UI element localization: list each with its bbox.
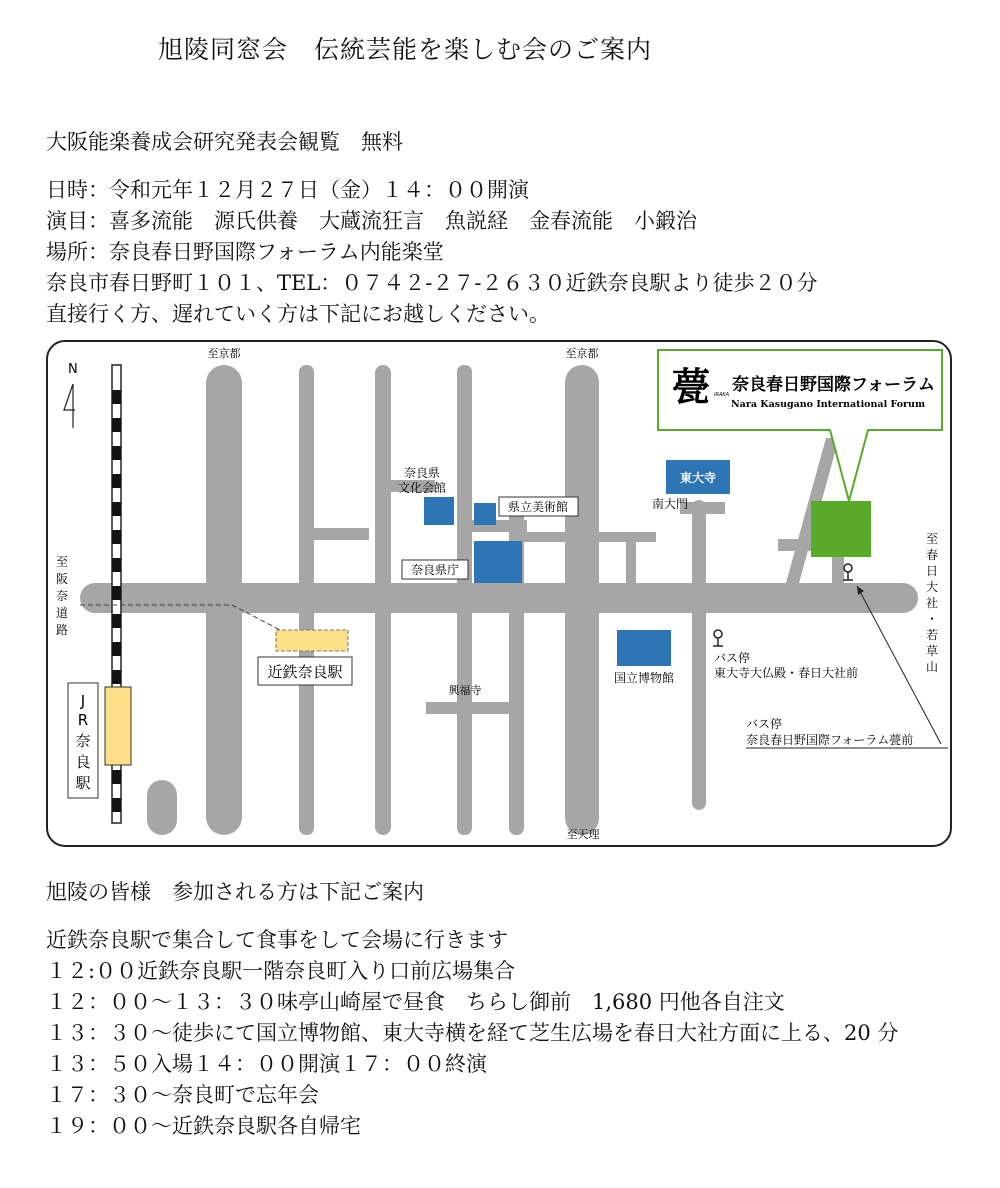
bus-stop-1-label-a: バス停 [714,651,751,665]
kintetsu-label: 近鉄奈良駅 [267,663,343,681]
to-kasuga-label: 至春日大社・若草山 [925,532,939,674]
forum-logo-en: Nara Kasugano International Forum [731,399,926,410]
jr-station-platform [105,687,131,765]
event-program: 演目：喜多流能 源氏供養 大蔵流狂言 魚説経 金春流能 小鍛治 [46,209,697,233]
to-tenri-label: 至天理 [566,828,600,841]
pref-office-building [474,541,522,583]
todaiji-label: 東大寺 [679,471,717,485]
art-museum-building [474,503,496,525]
event-note: 直接行く方、遅れていく方は下記にお越しください。 [46,302,550,326]
to-kyoto-label-2: 至京都 [565,347,599,360]
national-museum-label: 国立博物館 [613,671,675,685]
members-line-7: １９：００～近鉄奈良駅各自帰宅 [46,1114,361,1138]
bus-stop-2-label-a: バス停 [746,717,783,731]
event-datetime: 日時：令和元年１２月２７日（金）１４：００開演 [46,178,529,202]
bus-stop-2-label-b: 奈良春日野国際フォーラム甍前 [746,733,914,747]
event-address: 奈良市春日野町１０１、TEL：０７４２‐２７‐２６３０近鉄奈良駅より徒歩２０分 [46,271,818,295]
members-line-3: １２：００～１３：３０味亭山崎屋で昼食 ちらし御前 1,680 円他各自注文 [46,990,785,1014]
jr-label: J R 奈良駅 [75,692,91,792]
bus-stop-1-label-b: 東大寺大仏殿・春日大社前 [714,666,859,680]
forum-building [811,501,871,557]
forum-logo-small: IRAKA [714,392,730,398]
to-kyoto-label-1: 至京都 [207,347,241,360]
access-map [46,340,952,848]
kintetsu-station-platform [276,630,348,651]
members-line-5: １３：５０入場１４：００開演１７：００終演 [46,1052,487,1076]
nandaimon-label: 南大門 [651,497,689,511]
culture-hall-building [424,497,454,525]
to-hanna-road-label: 至阪奈道路 [55,555,69,637]
pref-office-label: 奈良県庁 [410,563,460,577]
national-museum-building [617,630,671,666]
north-label: N [68,362,78,377]
members-line-4: １３：３０～徒歩にて国立博物館、東大寺横を経て芝生広場を春日大社方面に上る、20 分 [46,1021,899,1045]
forum-logo-jp: 奈良春日野国際フォーラム [732,375,935,395]
kofukuji-label: 興福寺 [448,684,482,697]
members-line-1: 近鉄奈良駅で集合して食事をして会場に行きます [46,928,508,952]
page-title: 旭陵同窓会 伝統芸能を楽しむ会のご案内 [158,35,653,64]
event-heading: 大阪能楽養成会研究発表会観覧 無料 [46,130,403,154]
culture-hall-label: 奈良県文化会館 [397,466,447,495]
art-museum-label: 県立美術館 [507,500,569,514]
members-line-6: １７：３０～奈良町で忘年会 [46,1083,319,1107]
members-heading: 旭陵の皆様 参加される方は下記ご案内 [46,880,424,904]
members-line-2: １２:００近鉄奈良駅一階奈良町入り口前広場集合 [46,959,516,983]
event-venue: 場所：奈良春日野国際フォーラム内能楽堂 [46,240,444,264]
forum-logo-mark: 甍 [671,364,711,409]
